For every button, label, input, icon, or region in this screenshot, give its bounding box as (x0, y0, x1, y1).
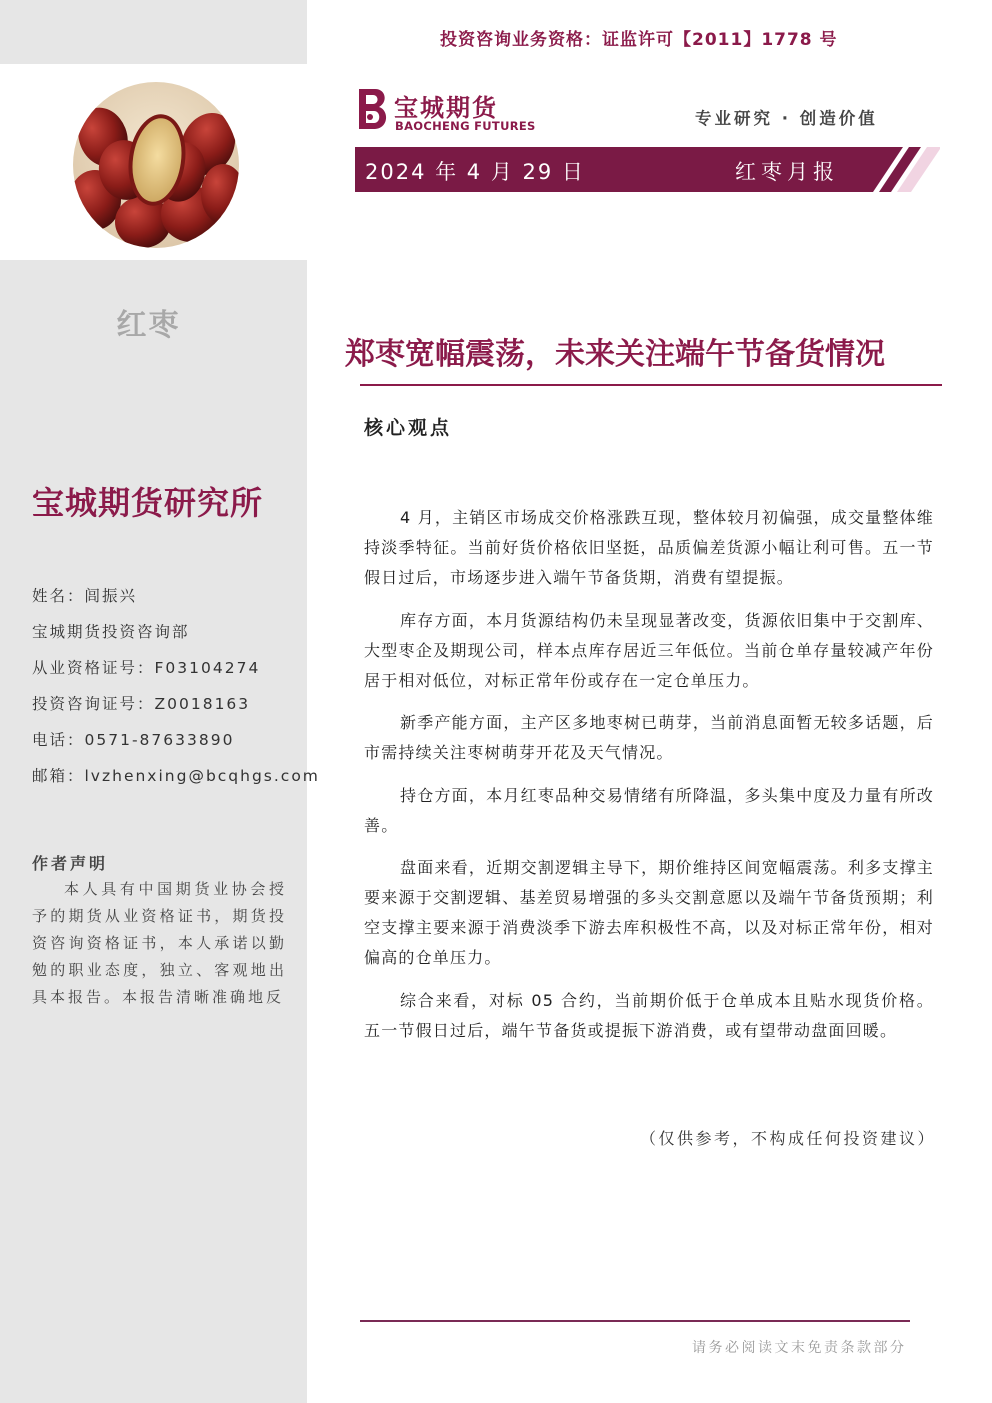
core-view-body (364, 503, 934, 1058)
company-logo (355, 86, 535, 134)
report-date: 2024 年 4 月 29 日 (365, 160, 585, 184)
paragraph: 综合来看，对标 05 合约，当前期价低于仓单成本且贴水现货价格。五一节假日过后，端午节备货或提振下游消费，或有望带动盘面回暖。 (364, 990, 934, 1040)
practice-license: 从业资格证号：F03104274 (32, 659, 261, 677)
logo-mark-icon (355, 86, 391, 132)
reference-disclaimer: （仅供参考，不构成任何投资建议） (640, 1129, 937, 1148)
consulting-license: 投资咨询证号：Z0018163 (32, 695, 251, 713)
date-banner (355, 147, 940, 192)
analyst-name: 姓名：闾振兴 (32, 587, 138, 605)
paragraph: 盘面来看，近期交割逻辑主导下，期价维持区间宽幅震荡。利多支撑主要来源于交割逻辑、基差贸易增强的多头交割意愿以及端午节备货预期；利空支撑主要来源于消费淡季下游去库积极性不高，以及对标正常年份，相对偏高的仓单压力。 (364, 858, 934, 967)
license-line: 投资咨询业务资格：证监许可【2011】1778 号 (440, 30, 838, 50)
paragraph: 持仓方面，本月红枣品种交易情绪有所降温，多头集中度及力量有所改善。 (364, 785, 934, 835)
department: 宝城期货投资咨询部 (32, 623, 190, 641)
title-divider (360, 384, 942, 386)
declaration-text: 本人具有中国期货业协会授予的期货从业资格证书，期货投资咨询资格证书，本人承诺以勤勉的职业态度，独立、客观地出具本报告。本报告清晰准确地反 (32, 880, 287, 1006)
logo-chinese-name: 宝城期货 (394, 94, 498, 122)
logo-english-name: BAOCHENG FUTURES (395, 119, 536, 133)
declaration-title: 作者声明 (32, 854, 109, 873)
footer-divider (360, 1320, 910, 1322)
email: 邮箱：lvzhenxing@bcqhgs.com (32, 767, 320, 785)
institute-name: 宝城期货研究所 (32, 484, 264, 522)
paragraph: 库存方面，本月货源结构仍未呈现显著改变，货源依旧集中于交割库、大型枣企及期现公司，样本点库存居近三年低位。当前仓单存量较减产年份居于相对低位，对标正常年份或存在一定仓单压力。 (364, 610, 934, 690)
report-type: 红枣月报 (735, 160, 839, 184)
paragraph: 新季产能方面，主产区多地枣树已萌芽，当前消息面暂无较多话题，后市需持续关注枣树萌芽开花及天气情况。 (364, 713, 934, 762)
core-view-heading: 核心观点 (364, 417, 453, 439)
phone: 电话：0571-87633890 (32, 731, 235, 749)
category-label: 红枣 (116, 308, 181, 343)
red-dates-photo (73, 82, 239, 248)
report-title: 郑枣宽幅震荡，未来关注端午节备货情况 (345, 337, 885, 372)
slogan: 专业研究 · 创造价值 (695, 109, 878, 128)
footer-note: 请务必阅读文末免责条款部分 (692, 1340, 907, 1356)
paragraph: 4 月，主销区市场成交价格涨跌互现，整体较月初偏强，成交量整体维持淡季特征。当前好货价格依旧坚挺，品质偏差货源小幅让利可售。五一节假日过后，市场逐步进入端午节备货期，消费有望提振。 (364, 508, 934, 587)
